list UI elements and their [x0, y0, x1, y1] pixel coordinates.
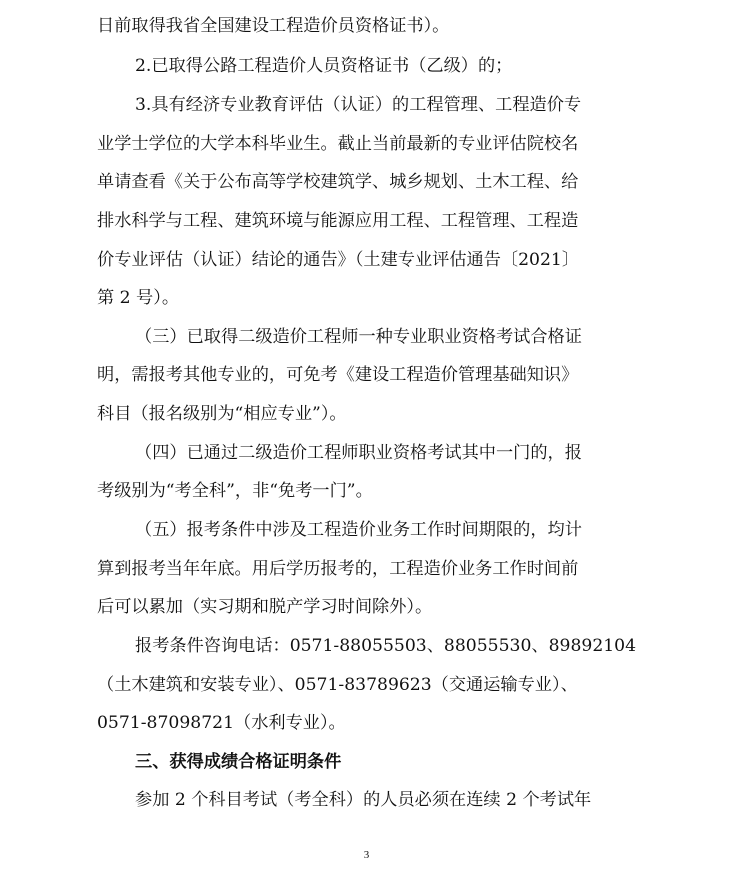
- paragraph-line: 日前取得我省全国建设工程造价员资格证书）。: [97, 16, 450, 36]
- paragraph-line: 第 2 号）。: [97, 288, 180, 308]
- paragraph-line: 2.已取得公路工程造价人员资格证书（乙级）的；: [135, 56, 513, 76]
- paragraph-line: （五）报考条件中涉及工程造价业务工作时间期限的，均计: [135, 520, 582, 540]
- paragraph-line: 参加 2 个科目考试（考全科）的人员必须在连续 2 个考试年: [135, 790, 592, 810]
- contact-phone-line: （土木建筑和安装专业）、0571-83789623（交通运输专业）、: [97, 675, 578, 695]
- paragraph-line: 单请查看《关于公布高等学校建筑学、城乡规划、土木工程、给: [97, 172, 579, 192]
- paragraph-line: 排水科学与工程、建筑环境与能源应用工程、工程管理、工程造: [97, 211, 579, 231]
- section-heading: 三、获得成绩合格证明条件: [135, 752, 342, 772]
- paragraph-line: 算到报考当年年底。用后学历报考的，工程造价业务工作时间前: [97, 559, 579, 579]
- contact-phone-line: 0571-87098721（水利专业）。: [97, 713, 346, 733]
- paragraph-line: 考级别为“考全科”，非“免考一门”。: [97, 481, 373, 501]
- page-number: 3: [363, 849, 370, 861]
- paragraph-line: 3.具有经济专业教育评估（认证）的工程管理、工程造价专: [135, 95, 582, 115]
- paragraph-line: 价专业评估（认证）结论的通告》（土建专业评估通告〔2021〕: [97, 250, 580, 270]
- paragraph-line: 科目（报名级别为“相应专业”）。: [97, 404, 347, 424]
- contact-phone-line: 报考条件咨询电话：0571-88055503、88055530、89892104: [135, 636, 637, 656]
- paragraph-line: 业学士学位的大学本科毕业生。截止当前最新的专业评估院校名: [97, 134, 579, 154]
- paragraph-line: （四）已通过二级造价工程师职业资格考试其中一门的，报: [135, 443, 582, 463]
- paragraph-line: （三）已取得二级造价工程师一种专业职业资格考试合格证: [135, 327, 582, 347]
- paragraph-line: 明，需报考其他专业的，可免考《建设工程造价管理基础知识》: [97, 365, 579, 385]
- paragraph-line: 后可以累加（实习期和脱产学习时间除外）。: [97, 597, 433, 617]
